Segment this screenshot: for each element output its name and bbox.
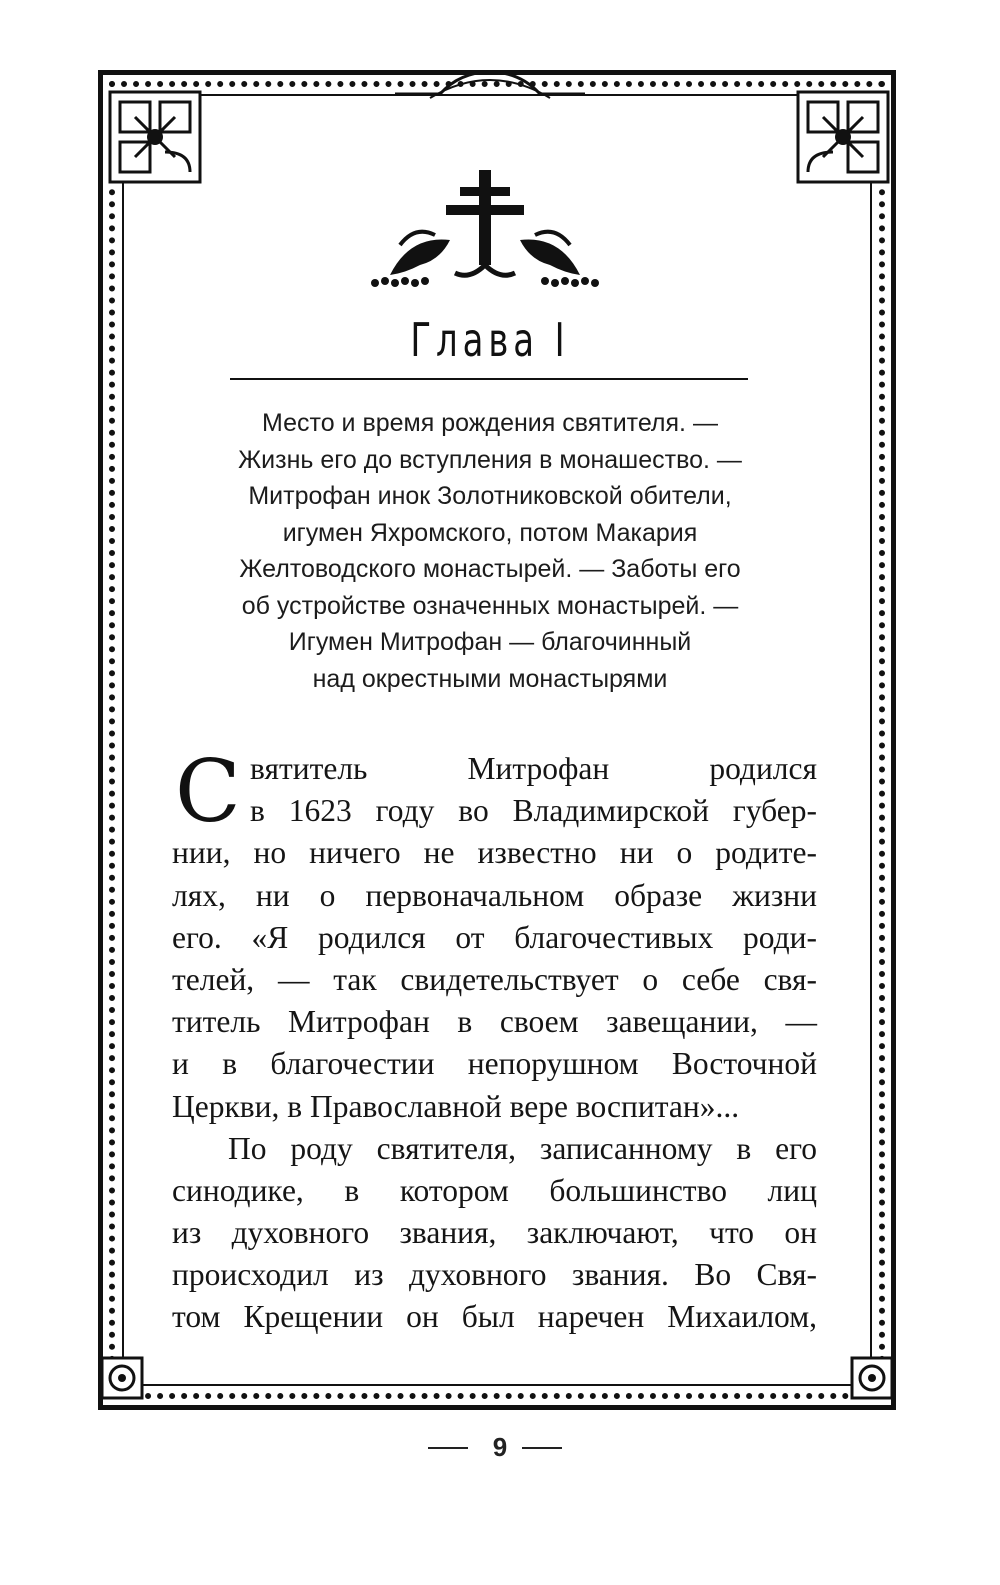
chapter-title: Глава I [410,313,570,367]
summary-line: об устройстве означенных монастырей. — [241,591,739,620]
body-line: вятитель Митрофан родился [250,751,817,786]
page-number-dash-right [522,1447,562,1449]
body-line: в 1623 году во Владимирской губер- [250,793,817,829]
body-line: телей, — так свидетельствует о себе свя- [172,961,817,997]
summary-line: Митрофан инок Золотниковской обители, [248,482,732,510]
body-line: По роду святителя, записанному в его [228,1130,817,1166]
body-line: синодике, в котором большинство лиц [172,1172,817,1208]
summary-line: Жизнь его до вступления в монашество. — [238,445,742,474]
page-number: 9 [492,1432,508,1462]
chapter-summary [200,405,780,697]
summary-line: Желтоводского монастырей. — Заботы его [239,555,741,583]
summary-line: Место и время рождения святителя. — [262,409,718,437]
body-line: его. «Я родился от благочестивых роди- [172,919,817,955]
cross-ornament-icon [360,165,610,295]
body-line: нии, но ничего не известно ни о родите- [172,835,817,871]
summary-line: Игумен Митрофан — благочинный [288,628,692,656]
body-line: том Крещении он был наречен Михаилом, [172,1299,817,1335]
summary-line: над окрестными монастырями [312,664,668,693]
body-line: происходил из духовного звания. Во Свя- [172,1257,817,1293]
summary-line: игумен Яхромского, потом Макария [282,518,698,547]
body-line: лях, ни о первоначальном образе жизни [172,877,817,913]
body-line: титель Митрофан в своем завещании, — [172,1004,817,1040]
title-rule [230,378,748,380]
body-line: Церкви, в Православной вере воспитан»... [172,1088,740,1124]
body-line: из духовного звания, заключают, что он [172,1215,817,1251]
body-text [172,742,817,1339]
drop-cap: С [175,742,241,842]
body-line: и в благочестии непорушном Восточной [172,1046,817,1082]
